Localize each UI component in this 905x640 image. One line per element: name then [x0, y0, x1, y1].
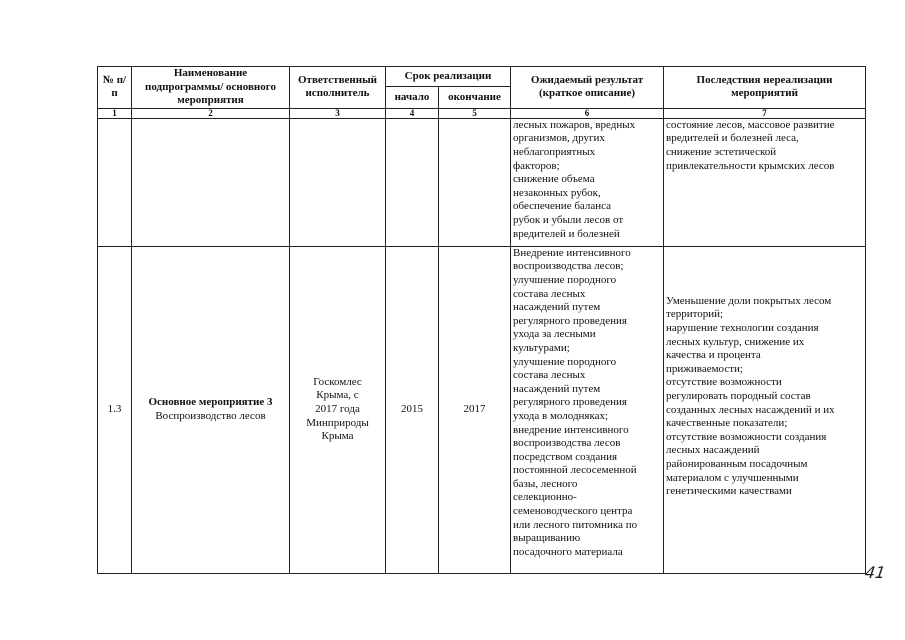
row-end — [439, 118, 511, 246]
row-num — [98, 118, 132, 246]
text-line: культурами; — [513, 341, 570, 354]
header-term: Срок реализации — [386, 67, 511, 87]
text-line: семеноводческого центра — [513, 505, 633, 518]
row-num: 1.3 — [98, 246, 132, 573]
text-line: базы, лесного — [513, 477, 578, 490]
header-name: Наименование подпрограммы/ основного мероприятия — [132, 67, 290, 109]
text-line: посадочного материала — [513, 545, 623, 558]
row-result — [511, 246, 664, 573]
text-line: неблагоприятных — [513, 145, 596, 158]
text-line: обеспечение баланса — [513, 200, 612, 213]
column-number: 6 — [511, 108, 664, 118]
text-line: или лесного питомника по — [513, 518, 638, 531]
text-line: качества и процента — [666, 349, 761, 362]
text-line: состояние лесов, массовое развитие — [666, 118, 835, 131]
text-line: организмов, других — [513, 132, 605, 145]
row-responsible — [290, 118, 386, 246]
table-row — [98, 246, 866, 573]
text-line: насаждений путем — [513, 301, 601, 314]
row-consequences — [664, 118, 866, 246]
text-line: выращиванию — [513, 532, 581, 545]
text-line: состава лесных — [513, 369, 586, 382]
header-responsible: Ответственный исполнитель — [290, 67, 386, 109]
row-name-bold: Основное мероприятие 3 — [148, 396, 273, 409]
text-line: посредством создания — [513, 450, 618, 463]
text-line: привлекательности крымских лесов — [666, 159, 835, 172]
table-row — [98, 118, 866, 246]
header-result: Ожидаемый результат (краткое описание) — [511, 67, 664, 109]
text-line: лесных пожаров, вредных — [513, 118, 636, 131]
text-line: материалом с улучшенными — [666, 471, 799, 484]
text-line: территорий; — [666, 308, 724, 321]
header-consequences: Последствия нереализации мероприятий — [664, 67, 866, 109]
row-start — [386, 118, 439, 246]
text-line: ухода за лесными — [513, 328, 596, 341]
text-line: Госкомлес — [313, 375, 362, 388]
text-line: снижение эстетической — [666, 145, 777, 158]
text-line: лесных насаждений — [666, 444, 760, 457]
text-line: Уменьшение доли покрытых лесом — [666, 294, 832, 307]
text-line: внедрение интенсивного — [513, 423, 629, 436]
text-line: Крыма, с — [316, 389, 359, 402]
row-responsible — [290, 246, 386, 573]
text-line: Минприроды — [306, 416, 369, 429]
text-line: состава лесных — [513, 287, 586, 300]
text-line: улучшение породного — [513, 355, 617, 368]
header-start: начало — [386, 87, 439, 108]
text-line: насаждений путем — [513, 382, 601, 395]
column-number: 4 — [386, 108, 439, 118]
text-line: регулярного проведения — [513, 396, 627, 409]
text-line: качественные показатели; — [666, 417, 788, 430]
text-line: 2017 года — [315, 402, 360, 415]
program-table — [97, 66, 866, 574]
text-line: созданных лесных насаждений и их — [666, 403, 835, 416]
text-line: отсутствие возможности — [666, 376, 782, 389]
text-line: селекционно- — [513, 491, 577, 504]
text-line: воспроизводства лесов; — [513, 260, 624, 273]
text-line: регулировать породный состав — [666, 389, 811, 402]
text-line: постоянной лесосеменной — [513, 464, 637, 477]
column-number: 1 — [98, 108, 132, 118]
text-line: отсутствие возможности создания — [666, 430, 827, 443]
text-line: нарушение технологии создания — [666, 321, 819, 334]
column-number: 3 — [290, 108, 386, 118]
column-number: 5 — [439, 108, 511, 118]
text-line: вредителей и болезней — [513, 227, 620, 240]
row-start: 2015 — [386, 246, 439, 573]
text-line: приживаемости; — [666, 362, 743, 375]
header-num: № п/п — [98, 67, 132, 109]
text-line: факторов; — [513, 159, 560, 172]
column-numbers-row — [98, 108, 866, 118]
text-line: районированным посадочным — [666, 457, 808, 470]
text-line: ухода в молодняках; — [513, 409, 609, 422]
header-end: окончание — [439, 87, 511, 108]
text-line: генетическими качествами — [666, 485, 792, 498]
row-name-text: Воспроизводство лесов — [155, 409, 266, 422]
row-name — [132, 118, 290, 246]
text-line: снижение объема — [513, 173, 595, 186]
text-line: воспроизводства лесов — [513, 437, 621, 450]
row-consequences — [664, 246, 866, 573]
header-row-1 — [98, 67, 866, 87]
text-line: улучшение породного — [513, 273, 617, 286]
text-line: рубок и убыли лесов от — [513, 213, 624, 226]
text-line: регулярного проведения — [513, 314, 627, 327]
row-name — [132, 246, 290, 573]
page-number: 41 — [863, 563, 887, 582]
text-line: лесных культур, снижение их — [666, 335, 805, 348]
text-line: Крыма — [321, 430, 354, 443]
column-number: 2 — [132, 108, 290, 118]
text-line: вредителей и болезней леса, — [666, 132, 799, 145]
column-number: 7 — [664, 108, 866, 118]
row-result — [511, 118, 664, 246]
row-end: 2017 — [439, 246, 511, 573]
text-line: Внедрение интенсивного — [513, 246, 631, 259]
text-line: незаконных рубок, — [513, 186, 601, 199]
